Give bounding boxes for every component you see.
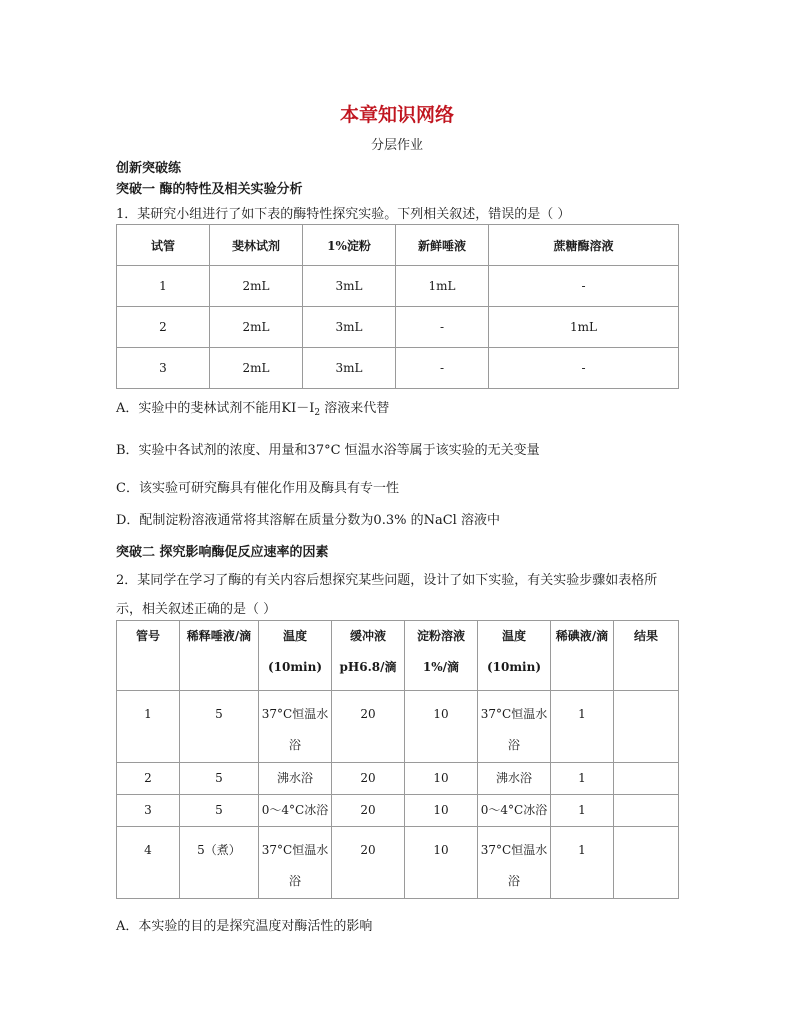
table-cell: 1	[551, 691, 614, 763]
table-cell: -	[489, 266, 679, 307]
table-cell: 2mL	[210, 307, 303, 348]
table-cell	[614, 827, 679, 899]
table-header-row	[117, 621, 679, 691]
table-cell: 10	[405, 827, 478, 899]
table-cell	[614, 763, 679, 795]
cell-line: 37°C恒温水	[261, 707, 329, 721]
header-line: 结果	[633, 629, 658, 643]
cell-line: 浴	[288, 874, 301, 888]
table-cell: 5	[180, 691, 259, 763]
table-cell: 2	[117, 307, 210, 348]
header-line: 缓冲液	[349, 629, 386, 643]
table-row	[117, 763, 679, 795]
table-row	[117, 795, 679, 827]
table-cell	[259, 763, 332, 795]
table-cell: 5（煮）	[180, 827, 259, 899]
table-cell	[259, 691, 332, 763]
section-heading: 创新突破练	[116, 161, 182, 176]
table-cell: -	[489, 348, 679, 389]
header-cell	[180, 621, 259, 691]
table-cell: 5	[180, 795, 259, 827]
page-subtitle: 分层作业	[370, 138, 423, 153]
table-row	[117, 266, 679, 307]
cell-line: 0～4°C冰浴	[261, 803, 329, 817]
header-cell	[614, 621, 679, 691]
header-line: 1%/滴	[422, 660, 460, 674]
table-cell	[478, 795, 551, 827]
table-cell	[259, 795, 332, 827]
cell-line: 浴	[507, 738, 520, 752]
header-line: 淀粉溶液	[416, 629, 465, 643]
break2-heading: 突破二 探究影响酶促反应速率的因素	[116, 545, 329, 560]
question-1: 1．某研究小组进行了如下表的酶特性探究实验。下列相关叙述，错误的是（ ）	[116, 207, 571, 222]
header-line: 温度	[501, 629, 526, 643]
header-cell: 1%淀粉	[303, 225, 396, 266]
header-line: 稀释唾液/滴	[186, 629, 252, 643]
table-cell: 2mL	[210, 266, 303, 307]
table-cell: 1mL	[489, 307, 679, 348]
question-2-line1: 2．某同学在学习了酶的有关内容后想探究某些问题，设计了如下实验，有关实验步骤如表格所	[116, 573, 658, 588]
cell-line: 37°C恒温水	[261, 843, 329, 857]
option-b: B．实验中各试剂的浓度、用量和37°C 恒温水浴等属于该实验的无关变量	[116, 443, 540, 458]
cell-line: 浴	[288, 738, 301, 752]
cell-line: 浴	[507, 874, 520, 888]
header-cell	[551, 621, 614, 691]
table-cell: 1	[117, 266, 210, 307]
header-line: (10min)	[486, 660, 542, 674]
table-cell: 1	[551, 763, 614, 795]
table-cell	[478, 691, 551, 763]
option-a-subscript: 2	[314, 408, 321, 418]
table-cell: 2mL	[210, 348, 303, 389]
option-d: D．配制淀粉溶液通常将其溶解在质量分数为0.3% 的NaCl 溶液中	[116, 513, 500, 528]
header-cell: 蔗糖酶溶液	[489, 225, 679, 266]
header-line: pH6.8/滴	[339, 660, 397, 674]
table-cell: 20	[332, 691, 405, 763]
header-line: (10min)	[267, 660, 323, 674]
table-cell: 20	[332, 795, 405, 827]
header-cell: 新鲜唾液	[396, 225, 489, 266]
cell-line: 0～4°C冰浴	[480, 803, 548, 817]
table-cell	[614, 795, 679, 827]
experiment-table	[116, 620, 679, 899]
header-cell	[478, 621, 551, 691]
option-c: C．该实验可研究酶具有催化作用及酶具有专一性	[116, 481, 399, 496]
table-cell: 5	[180, 763, 259, 795]
break1-heading: 突破一 酶的特性及相关实验分析	[116, 182, 303, 197]
table-cell	[478, 827, 551, 899]
table-cell: 1	[551, 795, 614, 827]
table-cell: 1mL	[396, 266, 489, 307]
chapter-title: 本章知识网络	[339, 104, 454, 126]
table-cell: -	[396, 348, 489, 389]
header-cell: 试管	[117, 225, 210, 266]
table-cell: 1	[551, 827, 614, 899]
table-cell: 4	[117, 827, 180, 899]
table-row	[117, 307, 679, 348]
table-cell: 20	[332, 827, 405, 899]
option-a-text: A．实验中的斐林试剂不能用KI－I	[116, 401, 315, 416]
header-line: 稀碘液/滴	[555, 629, 609, 643]
table-cell: -	[396, 307, 489, 348]
header-cell	[117, 621, 180, 691]
header-cell	[332, 621, 405, 691]
header-line: 管号	[135, 629, 160, 643]
enzyme-table	[116, 224, 679, 389]
table-cell: 10	[405, 763, 478, 795]
option-2a: A．本实验的目的是探究温度对酶活性的影响	[116, 919, 373, 934]
table-row	[117, 348, 679, 389]
table-cell: 3	[117, 795, 180, 827]
header-cell	[259, 621, 332, 691]
table-cell	[614, 691, 679, 763]
table-cell: 10	[405, 795, 478, 827]
table-header-row	[117, 225, 679, 266]
table-cell: 1	[117, 691, 180, 763]
table-cell: 10	[405, 691, 478, 763]
cell-line: 37°C恒温水	[480, 707, 548, 721]
table-cell: 3mL	[303, 307, 396, 348]
header-cell	[405, 621, 478, 691]
table-cell: 3mL	[303, 266, 396, 307]
table-cell: 2	[117, 763, 180, 795]
header-line: 温度	[282, 629, 307, 643]
cell-line: 37°C恒温水	[480, 843, 548, 857]
table-cell: 20	[332, 763, 405, 795]
table-row	[117, 827, 679, 899]
table-cell	[259, 827, 332, 899]
header-cell: 斐林试剂	[210, 225, 303, 266]
cell-line: 沸水浴	[495, 771, 532, 785]
option-a-tail: 溶液来代替	[320, 401, 390, 416]
option-a	[116, 397, 389, 418]
question-2-line2: 示，相关叙述正确的是（ ）	[116, 602, 277, 617]
cell-line: 沸水浴	[276, 771, 313, 785]
table-cell: 3mL	[303, 348, 396, 389]
table-cell: 3	[117, 348, 210, 389]
table-row	[117, 691, 679, 763]
table-cell	[478, 763, 551, 795]
